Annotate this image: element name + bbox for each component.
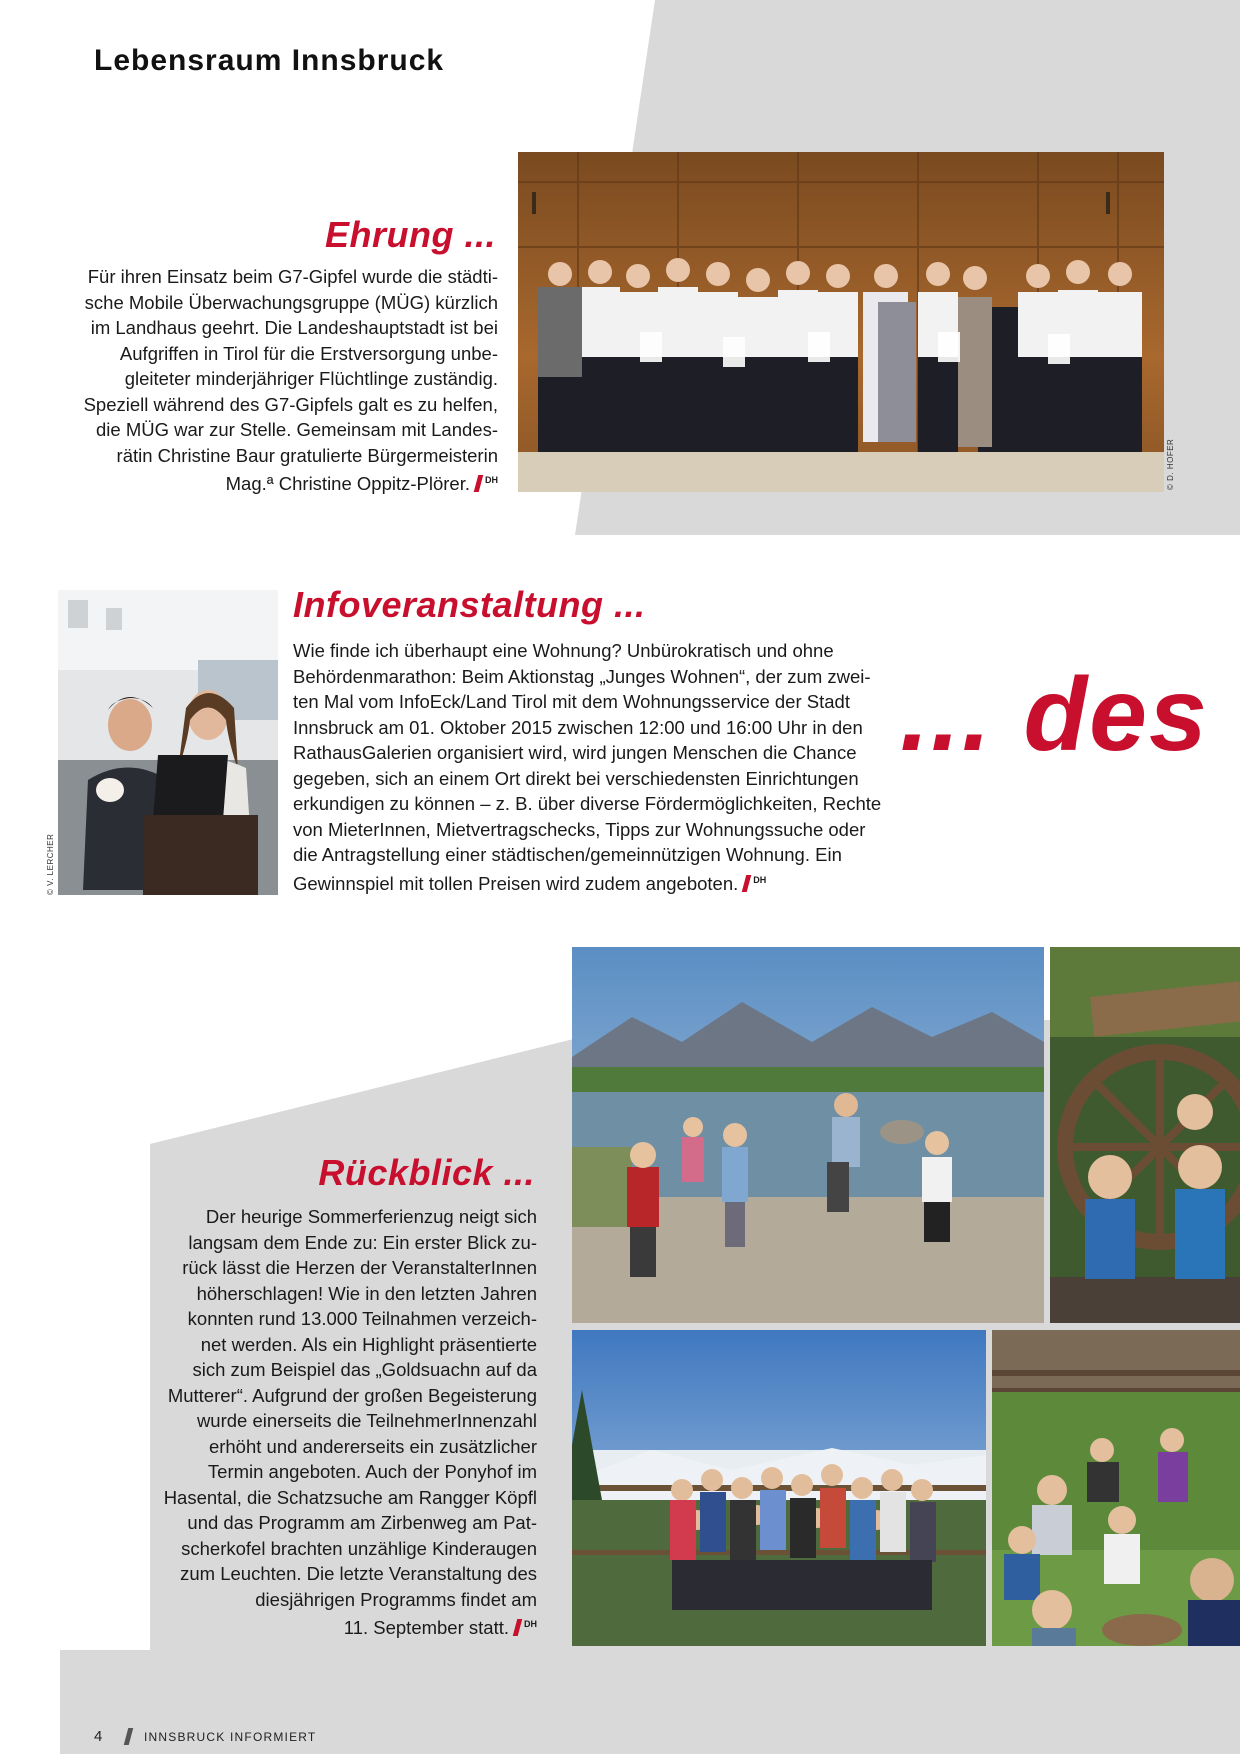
rueckblick-line: höherschlagen! Wie in den letzten Jahren xyxy=(196,1282,537,1304)
end-mark-icon xyxy=(474,475,484,492)
ehrung-line: die MÜG war zur Stelle. Gemeinsam mit Landes- xyxy=(96,419,498,440)
rueckblick-line: net werden. Als ein Highlight präsentierte xyxy=(200,1333,537,1355)
ehrung-group-photo xyxy=(518,152,1164,492)
rueckblick-line: wurde einerseits die TeilnehmerInnenzahl xyxy=(196,1410,537,1431)
rueckblick-line: 11. September statt. xyxy=(343,1617,509,1639)
rueckblick-heading: Rückblick ... xyxy=(318,1152,535,1193)
rueckblick-line: rück lässt die Herzen der VeranstalterInnen xyxy=(182,1257,537,1278)
info-line: RathausGalerien organisiert wird, wird jungen Menschen die Chance xyxy=(293,742,857,763)
rueckblick-line: diesjährigen Programms findet am xyxy=(255,1588,537,1610)
info-line: die Antragstellung einer städtischen/gemeinnützigen Wohnung. Ein xyxy=(293,844,842,865)
rueckblick-line: Hasental, die Schatzsuche am Rangger Köpfl xyxy=(163,1486,537,1508)
rueckblick-line: erhöht und andererseits ein zusätzlicher xyxy=(208,1435,537,1457)
rueckblick-line: scherkofel brachten unzählige Kinderaugen xyxy=(181,1537,537,1559)
end-mark-icon xyxy=(742,875,752,892)
infoveranstaltung-heading: Infoveranstaltung ... xyxy=(293,584,646,625)
info-line: Innsbruck am 01. Oktober 2015 zwischen 12:00 und 16:00 Uhr in den xyxy=(293,716,863,738)
page-number: 4 xyxy=(94,1728,103,1745)
ehrung-photo-credit: © D. HOFER xyxy=(1166,438,1175,490)
photo-water-wheel-kids xyxy=(1050,947,1240,1323)
author-initials: DH xyxy=(753,874,767,885)
infoveranstaltung-photo-credit: © V. LERCHER xyxy=(46,833,55,895)
rueckblick-line: Termin angeboten. Auch der Ponyhof im xyxy=(207,1461,537,1482)
rueckblick-line: und das Programm am Zirbenweg am Pat- xyxy=(187,1512,537,1533)
info-line: Behördenmarathon: Beim Aktionstag „Junges Wohnen“, der zum zwei- xyxy=(293,665,871,687)
ehrung-line: Speziell während des G7-Gipfels galt es zu helfen, xyxy=(83,393,498,415)
info-line: gegeben, sich an einem Ort direkt bei verschiedensten Einrichtungen xyxy=(293,767,859,789)
info-line: ten Mal vom InfoEck/Land Tirol mit dem Wohnungsservice der Stadt xyxy=(293,691,850,712)
page-section-title: Lebensraum Innsbruck xyxy=(94,44,445,77)
ehrung-line: gleiteter minderjähriger Flüchtlinge zuständig. xyxy=(124,368,498,389)
author-initials: DH xyxy=(524,1619,537,1629)
publication-name: INNSBRUCK INFORMIERT xyxy=(144,1730,317,1744)
rueckblick-body xyxy=(117,1204,537,1641)
rueckblick-line: Mutterer“. Aufgrund der großen Begeisterung xyxy=(167,1384,537,1406)
info-line: erkundigen zu können – z. B. über diverse Fördermöglichkeiten, Rechte xyxy=(293,793,882,814)
photo-group-mountain-fog xyxy=(572,1330,986,1646)
big-title-fragment: ... des xyxy=(900,657,1209,773)
ehrung-line: Für ihren Einsatz beim G7-Gipfel wurde die städti- xyxy=(87,266,498,287)
rueckblick-line: langsam dem Ende zu: Ein erster Blick zu- xyxy=(188,1231,537,1253)
rueckblick-line: Der heurige Sommerferienzug neigt sich xyxy=(205,1206,537,1227)
ehrung-body xyxy=(58,264,498,497)
end-mark-icon xyxy=(513,1619,523,1636)
ehrung-line: rätin Christine Baur gratulierte Bürgermeisterin xyxy=(116,444,498,466)
rueckblick-line: zum Leuchten. Die letzte Veranstaltung des xyxy=(180,1563,537,1584)
ehrung-line: Aufgriffen in Tirol für die Erstversorgung unbe- xyxy=(119,342,498,364)
photo-kids-meadow xyxy=(992,1330,1240,1646)
rueckblick-line: konnten rund 13.000 Teilnahmen verzeich- xyxy=(187,1308,537,1329)
infoveranstaltung-body xyxy=(293,638,893,896)
ehrung-line: Mag.ª Christine Oppitz-Plörer. xyxy=(225,473,470,495)
rueckblick-line: sich zum Beispiel das „Goldsuachn auf da xyxy=(192,1359,537,1380)
author-initials: DH xyxy=(485,475,498,485)
infoveranstaltung-photo xyxy=(58,590,278,895)
ehrung-line: im Landhaus geehrt. Die Landeshauptstadt ist bei xyxy=(90,317,498,338)
info-line: Wie finde ich überhaupt eine Wohnung? Unbürokratisch und ohne xyxy=(293,640,834,661)
ehrung-line: sche Mobile Überwachungsgruppe (MÜG) kürzlich xyxy=(84,291,498,313)
info-line: von MieterInnen, Mietvertragschecks, Tipps zur Wohnungssuche oder xyxy=(293,818,866,840)
info-line: Gewinnspiel mit tollen Preisen wird zudem angeboten. xyxy=(293,872,739,894)
photo-mountain-lake-kids xyxy=(572,947,1044,1323)
ehrung-heading: Ehrung ... xyxy=(325,214,496,255)
